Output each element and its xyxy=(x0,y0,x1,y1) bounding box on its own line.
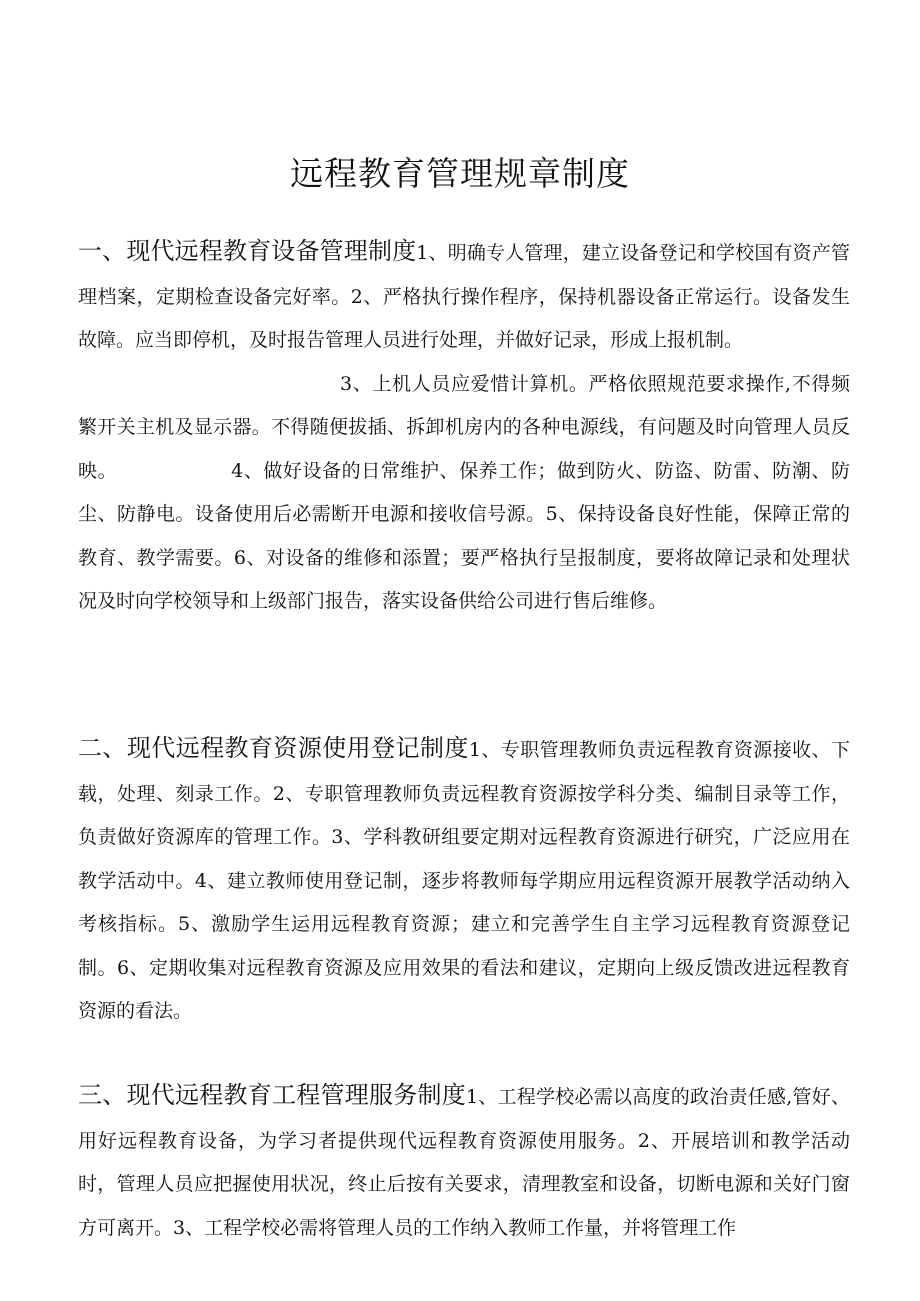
section-body-part-1: 1、明确专人管理，建立设备登记和学校国有资产管理档案，定期检查设备完好率。2、严格执行操作程序，保持机器设备正常运行。设备发生故障。应当即停机，及时报告管理人员进行处理，并做好记录，形成上报机制。 xyxy=(78,242,850,351)
section-resource-registration xyxy=(78,727,850,1034)
section-project-service xyxy=(78,1074,850,1250)
section-heading: 二、现代远程教育资源使用登记制度 xyxy=(78,734,469,762)
section-body-part-3: 4、做好设备的日常维护、保养工作；做到防火、防盗、防雷、防潮、防尘、防静电。设备使用后必需断开电源和接收信号源。5、保持设备良好性能，保障正常的教育、教学需要。6、对设备的维修和添置；要严格执行呈报制度，要将故障记录和处理状况及时向学校领导和上级部门报告，落实设备供给公司进行售后维修。 xyxy=(78,459,850,612)
section-body: 1、工程学校必需以高度的政治责任感,管好、用好远程教育设备，为学习者提供现代远程教育资源使用服务。2、开展培训和教学活动时，管理人员应把握使用状况，终止后按有关要求，清理教室和设备，切断电源和关好门窗方可离开。3、工程学校必需将管理人员的工作纳入教师工作量，并将管理工作 xyxy=(78,1086,850,1239)
section-heading: 三、现代远程教育工程管理服务制度 xyxy=(78,1081,466,1109)
section-body-part-2: 3、上机人员应爱惜计算机。严格依照规范要求操作,不得频繁开关主机及显示器。不得随便拔插、拆卸机房内的各种电源线，有问题及时向管理人员反映。 xyxy=(78,372,850,482)
section-equipment-management xyxy=(78,230,850,624)
section-body: 1、专职管理教师负责远程教育资源接收、下载，处理、刻录工作。2、专职管理教师负责远程教育资源按学科分类、编制目录等工作，负责做好资源库的管理工作。3、学科教研组要定期对远程教育资源进行研究，广泛应用在教学活动中。4、建立教师使用登记制，逐步将教师每学期应用远程资源开展教学活动纳入考核指标。5、激励学生运用远程教育资源；建立和完善学生自主学习远程教育资源登记制。6、定期收集对远程教育资源及应用效果的看法和建议，定期向上级反馈改进远程教育资源的看法。 xyxy=(78,739,851,1022)
section-heading: 一、现代远程教育设备管理制度 xyxy=(78,237,417,265)
document-title: 远程教育管理规章制度 xyxy=(290,154,630,193)
